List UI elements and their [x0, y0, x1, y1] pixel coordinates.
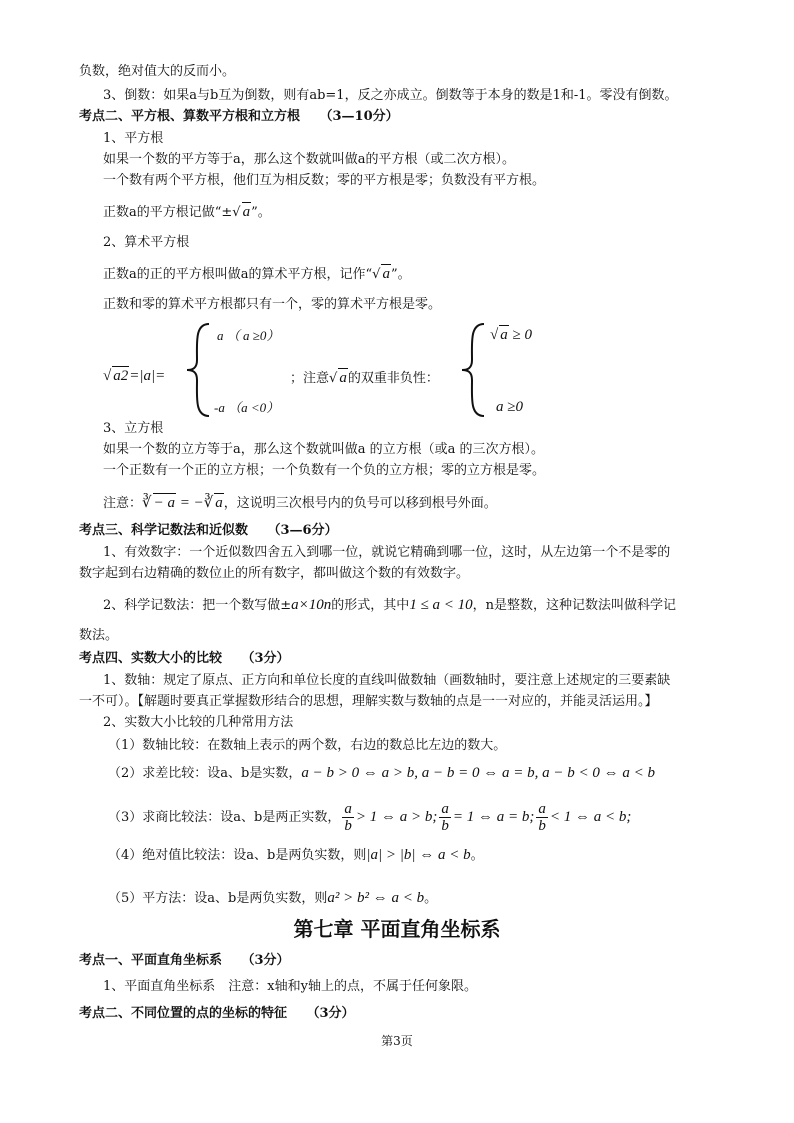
subheading: 2、算术平方根 — [103, 235, 190, 250]
text-line: （3）求商比较法：设a、b是两正实数， $\frac{a}{b}$ > 1 ⇔ a > b; $\frac{a}{b}$ = 1 ⇔ a = b; $\frac{a}{b}$ < 1 ⇔ a < b; — [108, 801, 632, 834]
text-line: 1、平面直角坐标系 注意：x轴和y轴上的点，不属于任何象限。 — [103, 979, 477, 994]
text-line: 一不可）。【解题时要真正掌握数形结合的思想，理解实数与数轴的点是一一对应的，并能灵活运用。】 — [79, 694, 658, 709]
left-brace-icon — [183, 322, 213, 418]
subheading: 2、实数大小比较的几种常用方法 — [103, 715, 294, 730]
subheading: 3、立方根 — [103, 421, 164, 436]
section-heading: 考点一、平面直角坐标系 （3分） — [79, 953, 290, 968]
text-line: 3、倒数：如果a与b互为倒数，则有ab=1，反之亦成立。倒数等于本身的数是1和-1。零没有倒数。 — [103, 88, 678, 103]
fraction: $\frac{a}{b}$ — [344, 801, 352, 834]
text-line: 1、有效数字：一个近似数四舍五入到哪一位，就说它精确到哪一位，这时，从左边第一个不是零的 — [103, 545, 671, 560]
text-line: 数法。 — [79, 628, 119, 643]
text-line: （5）平方法：设a、b是两负实数，则a² > b² ⇔ a < b。 — [108, 890, 438, 906]
text-line: （4）绝对值比较法：设a、b是两负实数，则|a| > |b| ⇔ a < b。 — [108, 847, 484, 863]
text-line: 1、数轴：规定了原点、正方向和单位长度的直线叫做数轴（画数轴时，要注意上述规定的三要素缺 — [103, 673, 671, 688]
text-line: 正数a的平方根记做“±√ a”。 — [103, 204, 271, 220]
text-line: 正数a的正的平方根叫做a的算术平方根，记作“√ a”。 — [103, 266, 411, 282]
section-heading: 考点四、实数大小的比较 （3分） — [79, 651, 290, 666]
text-line: 2、科学记数法：把一个数写做±a×10n的形式，其中1 ≤ a < 10，n是整数，这种记数法叫做科学记 — [103, 597, 677, 613]
page-number: 第3页 — [381, 1034, 413, 1048]
note-text: ；注意√ a的双重非负性： — [290, 370, 439, 386]
section-heading: 考点二、不同位置的点的坐标的特征 （3分） — [79, 1006, 355, 1021]
case-negative: -a （a <0） — [214, 400, 280, 415]
sqrt-radicand: a — [382, 266, 390, 282]
sqrt-radicand: a — [242, 204, 251, 220]
section-heading: 考点三、科学记数法和近似数 （3—6分） — [79, 523, 338, 538]
text-line: 如果一个数的立方等于a，那么这个数就叫做a 的立方根（或a 的三次方根）。 — [103, 442, 545, 457]
nonneg-cond-1: √ a ≥ 0 — [490, 327, 532, 343]
text-line: 数字起到右边精确的数位止的所有数字，都叫做这个数的有效数字。 — [79, 566, 470, 581]
fraction: $\frac{a}{b}$ — [441, 801, 449, 834]
formula-lhs: √ a2=|a|= — [103, 368, 166, 384]
fraction: $\frac{a}{b}$ — [538, 801, 546, 834]
section-heading: 考点二、平方根、算数平方根和立方根 （3—10分） — [79, 109, 399, 124]
text-line: 正数和零的算术平方根都只有一个，零的算术平方根是零。 — [103, 297, 442, 312]
text-line: （2）求差比较：设a、b是实数，a − b > 0 ⇔ a > b, a − b = 0 ⇔ a = b, a − b < 0 ⇔ a < b — [108, 765, 655, 781]
text-line: 一个正数有一个正的立方根；一个负数有一个负的立方根；零的立方根是零。 — [103, 463, 546, 478]
chapter-title: 第七章 平面直角坐标系 — [293, 917, 501, 941]
text-line: 负数，绝对值大的反而小。 — [79, 64, 236, 79]
text-line: 如果一个数的平方等于a，那么这个数就叫做a的平方根（或二次方根）。 — [103, 152, 516, 167]
left-brace-icon — [458, 322, 488, 418]
text-line: （1）数轴比较：在数轴上表示的两个数，右边的数总比左边的数大。 — [108, 738, 507, 753]
text-line: 一个数有两个平方根，他们互为相反数；零的平方根是零；负数没有平方根。 — [103, 173, 546, 188]
case-positive: a （ a ≥0） — [217, 328, 280, 343]
nonneg-cond-2: a ≥0 — [496, 399, 523, 415]
text-line: 注意：∛ − a = −∛ a，这说明三次根号内的负号可以移到根号外面。 — [103, 495, 497, 511]
subheading: 1、平方根 — [103, 131, 164, 146]
